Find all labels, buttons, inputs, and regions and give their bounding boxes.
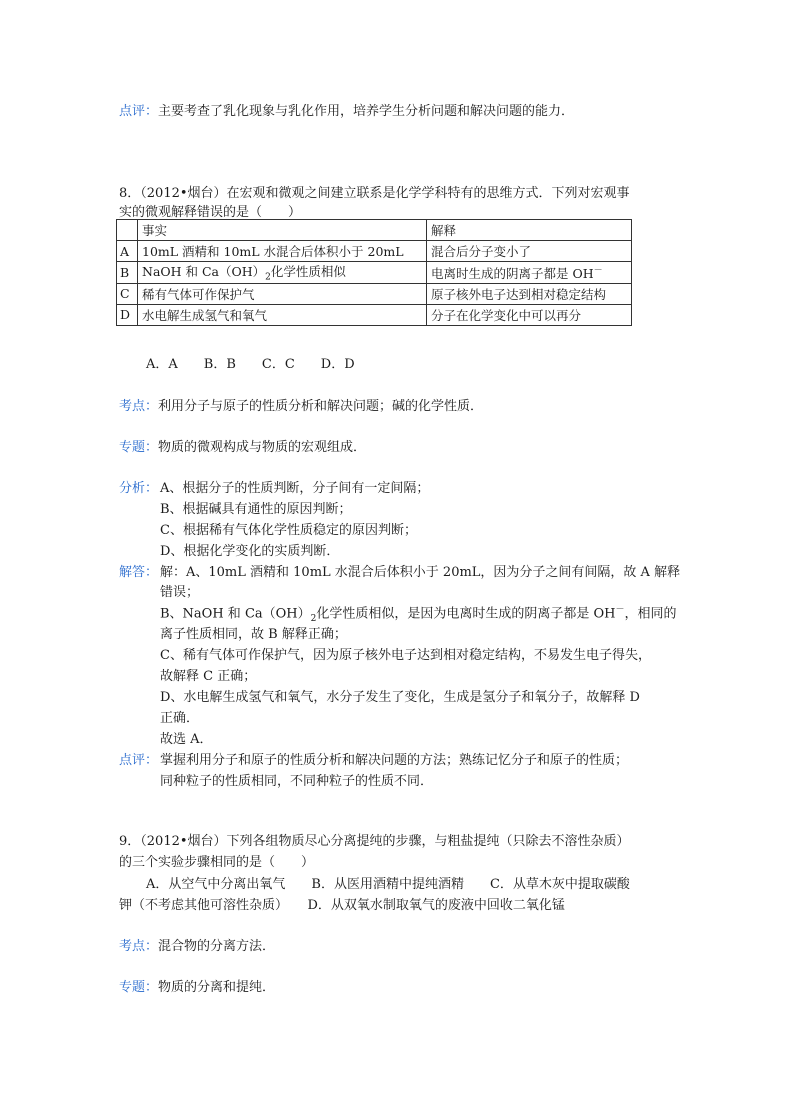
kaodian-text: 混合物的分离方法． [158, 939, 276, 954]
expl-text: 电离时生成的阴离子都是 OH [431, 265, 594, 281]
table-header-cell: 事实 [138, 220, 427, 241]
q8-stem-line1: 8．（2012•烟台）在宏观和微观之间建立联系是化学学科特有的思维方式．下列对宏观事 [119, 186, 630, 201]
row-key: D [117, 304, 138, 325]
jieda-line [160, 602, 677, 624]
kaodian-text: 利用分子与原子的性质分析和解决问题；碱的化学性质． [158, 399, 484, 414]
fenxi-line: B、根据碱具有通性的原因判断； [160, 502, 352, 517]
zhuanti-label: 专题： [119, 440, 159, 455]
jieda-line: 故解释 C 正确； [160, 669, 257, 684]
q9-kaodian [119, 935, 275, 954]
dianping-label: 点评： [119, 753, 159, 768]
table-row [117, 241, 632, 262]
row-key: C [117, 283, 138, 304]
jieda-line: 解：A、10mL 酒精和 10mL 水混合后体积小于 20mL，因为分子之间有间隔，故 A 解释 [160, 565, 681, 580]
row-key: A [117, 241, 138, 262]
q9-options-line1: A．从空气中分离出氧气 B．从医用酒精中提纯酒精 C．从草木灰中提取碳酸 [146, 877, 630, 892]
jieda-line: 离子性质相同，故 B 解释正确； [160, 627, 347, 642]
kaodian-label: 考点： [119, 399, 159, 414]
table-row [117, 304, 632, 325]
q9-zhuanti [119, 976, 275, 995]
zhuanti-text: 物质的分离和提纯． [158, 980, 276, 995]
subscript: 2 [310, 613, 317, 624]
q8-kaodian [119, 395, 483, 414]
q8-facts-table [116, 219, 632, 326]
row-key: B [117, 262, 138, 284]
dianping-line: 掌握利用分子和原子的性质分析和解决问题的方法；熟练记忆分子和原子的性质； [160, 753, 629, 768]
dianping-line: 同种粒子的性质相同，不同种粒子的性质不同． [160, 774, 434, 789]
q8-options: A．A B．B C．C D．D [146, 357, 355, 372]
jieda-text: ，相同的 [624, 606, 677, 622]
jieda-text: B、NaOH 和 Ca（OH） [160, 606, 311, 622]
table-header-cell: 解释 [427, 220, 632, 241]
subscript: 2 [265, 272, 271, 283]
jieda-line: D、水电解生成氢气和氧气，水分子发生了变化，生成是氢分子和氧分子，故解释 D [160, 690, 640, 705]
jieda-line: 错误； [160, 585, 200, 600]
row-fact: 10mL 酒精和 10mL 水混合后体积小于 20mL [138, 241, 427, 262]
row-fact [138, 262, 427, 284]
jieda-line: 正确． [160, 711, 200, 726]
row-explanation: 分子在化学变化中可以再分 [427, 304, 632, 325]
fenxi-line: C、根据稀有气体化学性质稳定的原因判断； [160, 523, 417, 538]
fenxi-line: D、根据化学变化的实质判断． [160, 544, 340, 559]
table-header-cell [117, 220, 138, 241]
jieda-line: C、稀有气体可作保护气，因为原子核外电子达到相对稳定结构，不易发生电子得失， [160, 648, 651, 663]
q8-stem-line2: 实的微观解释错误的是（ ） [119, 205, 302, 220]
kaodian-label: 考点： [119, 939, 159, 954]
fenxi-line: A、根据分子的性质判断，分子间有一定间隔； [160, 481, 430, 496]
table-row [117, 283, 632, 304]
q9-options-line2: 钾（不考虑其他可溶性杂质） D．从双氧水制取氧气的废液中回收二氧化锰 [119, 898, 565, 913]
table-row [117, 262, 632, 284]
table-header-row [117, 220, 632, 241]
superscript: － [615, 605, 625, 615]
fact-text: NaOH 和 Ca（OH） [142, 264, 266, 279]
fact-text: 化学性质相似 [270, 264, 346, 279]
row-fact: 水电解生成氢气和氧气 [138, 304, 427, 325]
row-explanation: 原子核外电子达到相对稳定结构 [427, 283, 632, 304]
fenxi-label: 分析： [119, 481, 159, 496]
q9-stem-line2: 的三个实验步骤相同的是（ ） [119, 855, 315, 870]
q8-zhuanti [119, 436, 366, 455]
prev-comment [119, 100, 574, 119]
row-fact: 稀有气体可作保护气 [138, 283, 427, 304]
row-explanation [427, 262, 632, 284]
jieda-text: 化学性质相似，是因为电离时生成的阴离子都是 OH [316, 606, 616, 622]
superscript: － [593, 265, 603, 276]
q9-stem-line1: 9．（2012•烟台）下列各组物质尽心分离提纯的步骤，与粗盐提纯（只除去不溶性杂质） [119, 834, 630, 849]
zhuanti-label: 专题： [119, 980, 159, 995]
jieda-line: 故选 A． [160, 732, 213, 747]
zhuanti-text: 物质的微观构成与物质的宏观组成． [158, 440, 367, 455]
row-explanation: 混合后分子变小了 [427, 241, 632, 262]
comment-text: 主要考查了乳化现象与乳化作用，培养学生分析问题和解决问题的能力． [158, 104, 575, 119]
comment-label: 点评： [119, 104, 159, 119]
jieda-label: 解答： [119, 565, 159, 580]
